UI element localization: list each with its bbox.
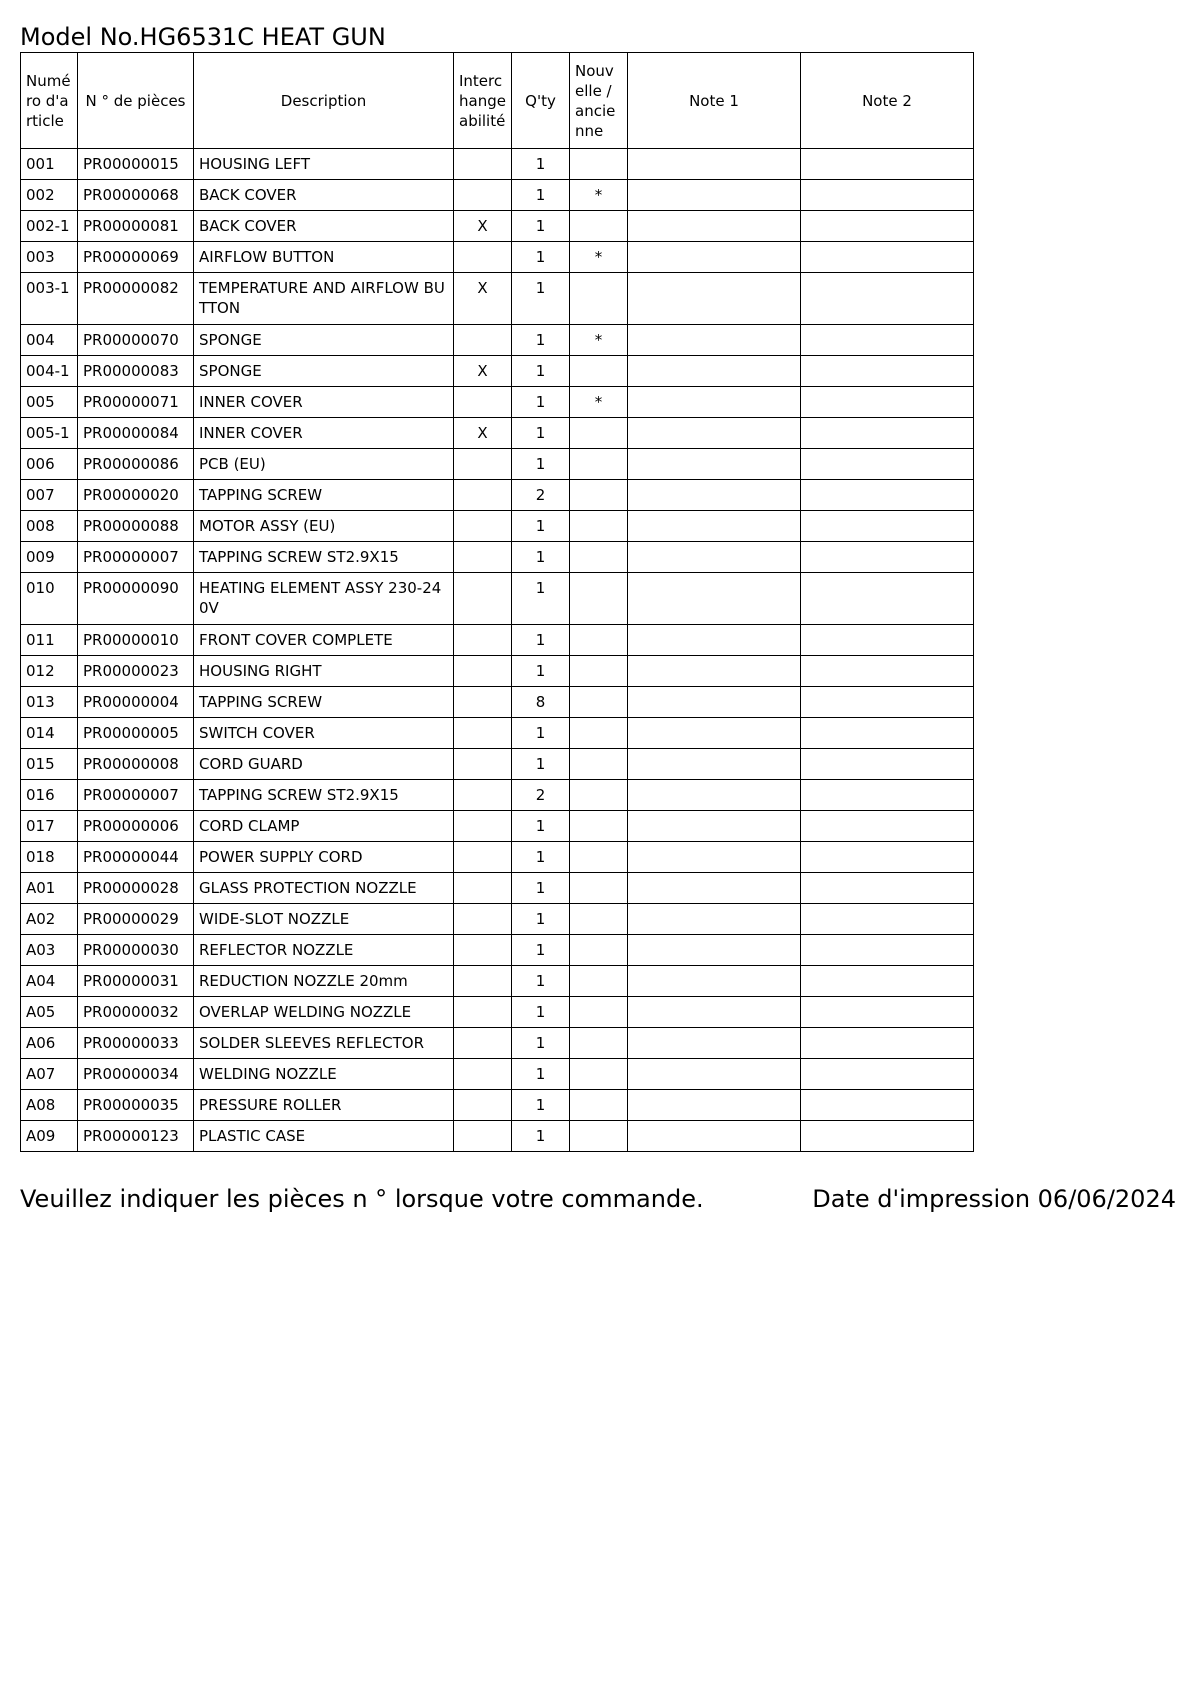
cell-qty: 1 [512,935,570,966]
cell-item-no: 002-1 [21,211,78,242]
header-new-old: Nouvelle / ancienne [570,53,628,149]
cell-note-1 [628,273,801,325]
cell-part-no: PR00000007 [78,780,194,811]
cell-item-no: A02 [21,904,78,935]
cell-new-old [570,573,628,625]
cell-qty: 1 [512,1059,570,1090]
cell-note-2 [801,356,974,387]
cell-qty: 1 [512,811,570,842]
cell-description: AIRFLOW BUTTON [194,242,454,273]
cell-part-no: PR00000006 [78,811,194,842]
cell-new-old [570,718,628,749]
cell-interchangeability [454,1090,512,1121]
cell-item-no: 003 [21,242,78,273]
cell-new-old: * [570,325,628,356]
cell-note-2 [801,873,974,904]
table-row [21,211,974,242]
cell-new-old [570,935,628,966]
parts-table [20,52,974,1152]
cell-note-1 [628,242,801,273]
cell-note-2 [801,1028,974,1059]
cell-note-2 [801,211,974,242]
cell-item-no: A08 [21,1090,78,1121]
cell-description: MOTOR ASSY (EU) [194,511,454,542]
cell-part-no: PR00000023 [78,656,194,687]
cell-description: SOLDER SLEEVES REFLECTOR [194,1028,454,1059]
cell-note-2 [801,573,974,625]
cell-note-1 [628,573,801,625]
cell-new-old [570,997,628,1028]
table-row [21,687,974,718]
cell-qty: 1 [512,904,570,935]
cell-description: HOUSING LEFT [194,149,454,180]
cell-new-old [570,480,628,511]
cell-note-1 [628,418,801,449]
cell-qty: 1 [512,1121,570,1152]
cell-part-no: PR00000070 [78,325,194,356]
cell-item-no: 004 [21,325,78,356]
cell-item-no: 007 [21,480,78,511]
cell-description: OVERLAP WELDING NOZZLE [194,997,454,1028]
cell-description: CORD CLAMP [194,811,454,842]
cell-note-1 [628,780,801,811]
table-row [21,180,974,211]
cell-part-no: PR00000035 [78,1090,194,1121]
cell-item-no: 002 [21,180,78,211]
cell-item-no: 008 [21,511,78,542]
cell-note-1 [628,542,801,573]
cell-note-1 [628,211,801,242]
table-row [21,242,974,273]
cell-part-no: PR00000015 [78,149,194,180]
cell-note-1 [628,873,801,904]
cell-new-old [570,1028,628,1059]
cell-note-1 [628,656,801,687]
cell-item-no: 009 [21,542,78,573]
cell-new-old [570,1090,628,1121]
cell-qty: 1 [512,997,570,1028]
cell-description: REDUCTION NOZZLE 20mm [194,966,454,997]
cell-qty: 1 [512,573,570,625]
cell-new-old: * [570,387,628,418]
cell-note-1 [628,180,801,211]
cell-new-old [570,780,628,811]
cell-qty: 1 [512,387,570,418]
cell-note-2 [801,1121,974,1152]
cell-part-no: PR00000071 [78,387,194,418]
cell-note-1 [628,997,801,1028]
cell-qty: 1 [512,325,570,356]
cell-interchangeability [454,780,512,811]
cell-item-no: 005-1 [21,418,78,449]
cell-new-old [570,356,628,387]
cell-item-no: 005 [21,387,78,418]
cell-qty: 1 [512,749,570,780]
cell-note-2 [801,904,974,935]
cell-part-no: PR00000030 [78,935,194,966]
cell-item-no: 004-1 [21,356,78,387]
cell-description: REFLECTOR NOZZLE [194,935,454,966]
cell-note-1 [628,1059,801,1090]
cell-interchangeability [454,842,512,873]
cell-part-no: PR00000044 [78,842,194,873]
cell-qty: 1 [512,273,570,325]
table-row [21,904,974,935]
cell-interchangeability: X [454,418,512,449]
cell-interchangeability [454,180,512,211]
cell-item-no: 001 [21,149,78,180]
cell-note-1 [628,687,801,718]
cell-new-old [570,1059,628,1090]
print-date: Date d'impression 06/06/2024 [812,1185,1176,1213]
cell-interchangeability [454,1059,512,1090]
cell-note-1 [628,1028,801,1059]
header-qty: Q'ty [512,53,570,149]
cell-qty: 1 [512,242,570,273]
cell-description: TEMPERATURE AND AIRFLOW BUTTON [194,273,454,325]
cell-qty: 1 [512,656,570,687]
cell-new-old [570,449,628,480]
cell-note-2 [801,273,974,325]
table-row [21,656,974,687]
cell-part-no: PR00000028 [78,873,194,904]
table-row [21,418,974,449]
cell-description: TAPPING SCREW [194,480,454,511]
cell-description: CORD GUARD [194,749,454,780]
cell-interchangeability: X [454,356,512,387]
cell-new-old [570,811,628,842]
cell-note-1 [628,811,801,842]
cell-note-2 [801,511,974,542]
cell-part-no: PR00000090 [78,573,194,625]
cell-description: FRONT COVER COMPLETE [194,625,454,656]
cell-interchangeability [454,1028,512,1059]
cell-note-2 [801,325,974,356]
cell-note-1 [628,511,801,542]
cell-qty: 1 [512,542,570,573]
cell-note-2 [801,180,974,211]
cell-note-2 [801,718,974,749]
document-title: Model No.HG6531C HEAT GUN [20,23,386,51]
cell-interchangeability [454,480,512,511]
cell-note-1 [628,749,801,780]
table-row [21,966,974,997]
cell-description: SWITCH COVER [194,718,454,749]
cell-description: INNER COVER [194,387,454,418]
cell-part-no: PR00000082 [78,273,194,325]
cell-interchangeability [454,387,512,418]
cell-item-no: 016 [21,780,78,811]
table-row [21,1121,974,1152]
cell-description: WELDING NOZZLE [194,1059,454,1090]
cell-qty: 1 [512,966,570,997]
cell-new-old [570,625,628,656]
cell-item-no: A01 [21,873,78,904]
cell-item-no: 014 [21,718,78,749]
cell-interchangeability [454,1121,512,1152]
cell-note-2 [801,387,974,418]
table-row [21,780,974,811]
cell-item-no: A09 [21,1121,78,1152]
cell-note-2 [801,625,974,656]
cell-qty: 1 [512,449,570,480]
cell-interchangeability [454,656,512,687]
cell-qty: 1 [512,625,570,656]
cell-description: INNER COVER [194,418,454,449]
cell-item-no: 018 [21,842,78,873]
header-row [21,53,974,149]
table-row [21,356,974,387]
header-interchangeability: Interchangeabilité [454,53,512,149]
cell-interchangeability [454,904,512,935]
cell-interchangeability [454,873,512,904]
cell-interchangeability [454,811,512,842]
cell-part-no: PR00000033 [78,1028,194,1059]
cell-item-no: 003-1 [21,273,78,325]
cell-qty: 1 [512,180,570,211]
cell-note-1 [628,325,801,356]
cell-new-old [570,1121,628,1152]
cell-new-old [570,687,628,718]
cell-new-old [570,873,628,904]
cell-note-2 [801,780,974,811]
cell-interchangeability [454,997,512,1028]
cell-item-no: A06 [21,1028,78,1059]
cell-qty: 1 [512,1090,570,1121]
cell-item-no: 015 [21,749,78,780]
header-item-no: Numéro d'article [21,53,78,149]
cell-new-old [570,904,628,935]
cell-note-2 [801,842,974,873]
cell-new-old [570,273,628,325]
table-row [21,842,974,873]
table-header [21,53,974,149]
cell-new-old [570,966,628,997]
cell-note-1 [628,904,801,935]
cell-description: TAPPING SCREW ST2.9X15 [194,780,454,811]
cell-description: PCB (EU) [194,449,454,480]
table-row [21,273,974,325]
cell-qty: 2 [512,780,570,811]
header-part-no: N ° de pièces [78,53,194,149]
cell-note-2 [801,997,974,1028]
cell-interchangeability [454,149,512,180]
cell-interchangeability [454,573,512,625]
cell-item-no: 011 [21,625,78,656]
cell-description: TAPPING SCREW ST2.9X15 [194,542,454,573]
cell-description: HEATING ELEMENT ASSY 230-240V [194,573,454,625]
cell-part-no: PR00000083 [78,356,194,387]
cell-note-1 [628,1121,801,1152]
cell-note-1 [628,625,801,656]
cell-part-no: PR00000010 [78,625,194,656]
cell-note-1 [628,966,801,997]
cell-qty: 1 [512,1028,570,1059]
cell-qty: 1 [512,356,570,387]
table-row [21,149,974,180]
cell-note-2 [801,687,974,718]
cell-new-old [570,542,628,573]
table-row [21,811,974,842]
table-row [21,718,974,749]
cell-item-no: A07 [21,1059,78,1090]
cell-part-no: PR00000088 [78,511,194,542]
cell-description: SPONGE [194,325,454,356]
cell-item-no: 013 [21,687,78,718]
cell-note-1 [628,935,801,966]
cell-part-no: PR00000029 [78,904,194,935]
cell-description: SPONGE [194,356,454,387]
cell-description: GLASS PROTECTION NOZZLE [194,873,454,904]
cell-qty: 1 [512,149,570,180]
cell-interchangeability [454,687,512,718]
table-row [21,511,974,542]
cell-interchangeability [454,242,512,273]
cell-note-2 [801,449,974,480]
cell-part-no: PR00000020 [78,480,194,511]
cell-qty: 1 [512,873,570,904]
table-row [21,480,974,511]
cell-part-no: PR00000004 [78,687,194,718]
cell-new-old: * [570,180,628,211]
cell-part-no: PR00000008 [78,749,194,780]
cell-note-1 [628,387,801,418]
cell-note-2 [801,480,974,511]
cell-description: POWER SUPPLY CORD [194,842,454,873]
cell-part-no: PR00000081 [78,211,194,242]
cell-note-1 [628,1090,801,1121]
cell-interchangeability [454,749,512,780]
cell-part-no: PR00000034 [78,1059,194,1090]
cell-note-1 [628,718,801,749]
cell-new-old [570,749,628,780]
cell-item-no: A04 [21,966,78,997]
cell-interchangeability [454,511,512,542]
cell-interchangeability [454,325,512,356]
cell-new-old [570,656,628,687]
cell-description: BACK COVER [194,180,454,211]
cell-item-no: 017 [21,811,78,842]
table-row [21,873,974,904]
cell-description: TAPPING SCREW [194,687,454,718]
table-row [21,449,974,480]
cell-item-no: 012 [21,656,78,687]
cell-interchangeability: X [454,273,512,325]
cell-new-old [570,418,628,449]
cell-part-no: PR00000068 [78,180,194,211]
header-note-1: Note 1 [628,53,801,149]
table-row [21,542,974,573]
cell-part-no: PR00000069 [78,242,194,273]
cell-note-2 [801,935,974,966]
cell-new-old: * [570,242,628,273]
cell-interchangeability: X [454,211,512,242]
cell-qty: 1 [512,842,570,873]
cell-new-old [570,842,628,873]
header-note-2: Note 2 [801,53,974,149]
cell-note-2 [801,656,974,687]
cell-note-2 [801,149,974,180]
cell-interchangeability [454,449,512,480]
header-description: Description [194,53,454,149]
cell-note-1 [628,480,801,511]
table-row [21,935,974,966]
cell-new-old [570,211,628,242]
cell-qty: 1 [512,511,570,542]
cell-part-no: PR00000086 [78,449,194,480]
cell-note-1 [628,842,801,873]
table-row [21,997,974,1028]
table-row [21,573,974,625]
cell-item-no: 010 [21,573,78,625]
cell-note-2 [801,966,974,997]
cell-note-1 [628,149,801,180]
cell-description: HOUSING RIGHT [194,656,454,687]
cell-item-no: 006 [21,449,78,480]
cell-note-1 [628,449,801,480]
table-body [21,149,974,1152]
cell-part-no: PR00000031 [78,966,194,997]
cell-interchangeability [454,935,512,966]
cell-note-2 [801,1059,974,1090]
table-row [21,1090,974,1121]
cell-note-2 [801,418,974,449]
cell-note-2 [801,242,974,273]
cell-part-no: PR00000032 [78,997,194,1028]
table-row [21,1059,974,1090]
cell-item-no: A05 [21,997,78,1028]
cell-description: BACK COVER [194,211,454,242]
cell-note-2 [801,542,974,573]
cell-note-2 [801,749,974,780]
cell-description: PLASTIC CASE [194,1121,454,1152]
cell-interchangeability [454,966,512,997]
cell-new-old [570,149,628,180]
cell-description: PRESSURE ROLLER [194,1090,454,1121]
cell-new-old [570,511,628,542]
cell-part-no: PR00000123 [78,1121,194,1152]
order-instruction: Veuillez indiquer les pièces n ° lorsque votre commande. [20,1185,704,1213]
cell-qty: 1 [512,418,570,449]
table-row [21,749,974,780]
cell-part-no: PR00000084 [78,418,194,449]
cell-item-no: A03 [21,935,78,966]
cell-qty: 8 [512,687,570,718]
cell-interchangeability [454,718,512,749]
table-row [21,387,974,418]
table-row [21,1028,974,1059]
cell-qty: 1 [512,211,570,242]
cell-note-1 [628,356,801,387]
cell-note-2 [801,811,974,842]
cell-qty: 1 [512,718,570,749]
cell-interchangeability [454,542,512,573]
cell-note-2 [801,1090,974,1121]
cell-qty: 2 [512,480,570,511]
cell-interchangeability [454,625,512,656]
cell-part-no: PR00000007 [78,542,194,573]
table-row [21,625,974,656]
table-row [21,325,974,356]
cell-part-no: PR00000005 [78,718,194,749]
cell-description: WIDE-SLOT NOZZLE [194,904,454,935]
